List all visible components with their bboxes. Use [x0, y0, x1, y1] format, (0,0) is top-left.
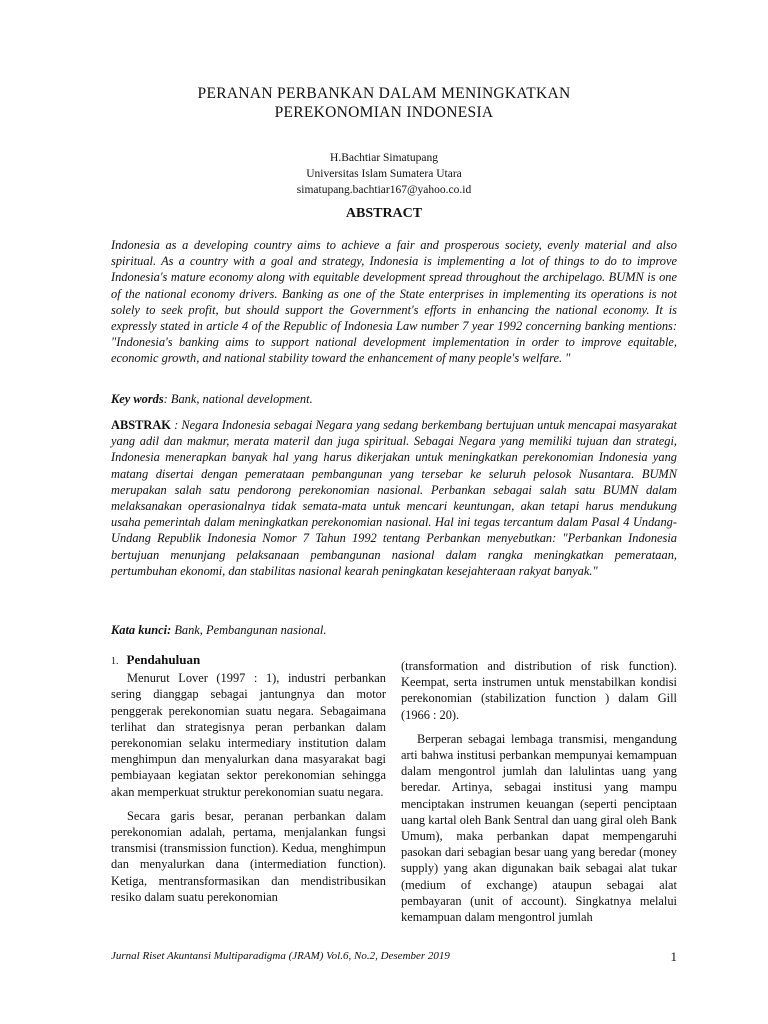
kata-kunci-label: Kata kunci:: [111, 623, 172, 637]
title-line-1: PERANAN PERBANKAN DALAM MENINGKATKAN: [197, 85, 571, 102]
keywords-label: Key words: [111, 392, 164, 406]
abstract-english: Indonesia as a developing country aims to achieve a fair and prosperous society, evenly material and also spiritual. As a country with a goal and strategy, Indonesia is implementing a lot of things to do to improve Indonesia's mature economy along with equitable development spread throughout the archipelago. BUMN is one of the national economy drivers. Banking as one of the State enterprises in implementing its operations is not solely to seek profit, but should support the Government's efforts in enhancing the national economy. It is expressly stated in article 4 of the Republic of Indonesia Law number 7 year 1992 concerning banking mentions: "Indonesia's banking aims to support national development implementation in order to improve equitable, economic growth, and national stability toward the enhancement of many people's welfare. ": [111, 238, 677, 366]
abstrak-label: ABSTRAK: [111, 418, 171, 432]
kata-kunci-value: Bank, Pembangunan nasional.: [171, 623, 327, 637]
author-block: [0, 150, 768, 198]
left-column: [111, 652, 386, 905]
section-heading: [111, 652, 386, 670]
abstrak-text: : Negara Indonesia sebagai Negara yang sedang berkembang bertujuan untuk mencapai masyarakat yang adil dan makmur, merata materil dan juga spiritual. Sebagai Negara yang memiliki tujuan dan strategi, Indonesia menerapkan banyak hal yang harus dikerjakan untuk meningkatkan perekonomian Indonesia yang matang disertai dengan pemerataan pembangunan yang tersebar ke seluruh pelosok Nusantara. BUMN merupakan salah satu pendorong perekonomian nasional. Perbankan sebagai salah satu BUMN dalam melaksanakan operasionalnya tidak semata-mata untuk mencari keuntungan, akan tetapi harus mendukung usaha pemerintah dalam meningkatkan perekonomian nasional. Hal ini tegas tercantum dalam Pasal 4 Undang-Undang Republik Indonesia Nomor 7 Tahun 1992 tentang Perbankan menyebutkan: "Perbankan Indonesia bertujuan menunjang pelaksanaan pembangunan nasional dalam rangka meningkatkan pemerataan, pertumbuhan ekonomi, dan stabilitas nasional kearah peningkatan kesejahteraan rakyat banyak.": [111, 418, 677, 578]
paper-title: [0, 84, 768, 122]
page-number: 1: [670, 949, 677, 964]
author-email: simatupang.bachtiar167@yahoo.co.id: [296, 184, 472, 196]
section-number: 1.: [111, 656, 119, 667]
abstract-heading: ABSTRACT: [345, 206, 423, 221]
title-line-2: PEREKONOMIAN INDONESIA: [274, 104, 494, 121]
author-affiliation: Universitas Islam Sumatera Utara: [306, 168, 462, 180]
section-title: Pendahuluan: [126, 652, 201, 667]
keywords: [111, 391, 677, 407]
left-paragraph-1: Menurut Lover (1997 : 1), industri perbankan sering dianggap sebagai jantungnya dan motor penggerak perekonomian suatu negara. Sebagaimana terlihat dan strategisnya peran perbankan dalam perekonomian selaku intermediary institution dalam menghimpun dan menyalurkan dana masyarakat bagi pembiayaan kegiatan sektor perekonomian sehingga akan memperkuat struktur perekonomian suatu negara.: [111, 671, 386, 799]
journal-footer: Jurnal Riset Akuntansi Multiparadigma (JRAM) Vol.6, No.2, Desember 2019: [111, 950, 450, 962]
author-name: H.Bachtiar Simatupang: [330, 152, 438, 164]
abstract-indonesian: [111, 417, 677, 579]
right-column: [401, 658, 677, 925]
keywords-value: : Bank, national development.: [163, 392, 313, 406]
right-paragraph-1: (transformation and distribution of risk function). Keempat, serta instrumen untuk menstabilkan kondisi perekonomian (stabilization function ) dalam Gill (1966 : 20).: [401, 659, 677, 722]
left-paragraph-2: Secara garis besar, peranan perbankan dalam perekonomian adalah, pertama, menjalankan fungsi transmisi (transmission function). Kedua, menghimpun dan menyalurkan dana (intermediation function). Ketiga, mentransformasikan dan mendistribusikan resiko dalam suatu perekonomian: [111, 808, 386, 904]
right-paragraph-2: Berperan sebagai lembaga transmisi, mengandung arti bahwa institusi perbankan mempunyai kemampuan dalam mengontrol jumlah dan lalulintas uang yang beredar. Artinya, sebagai institusi yang mampu menciptakan instrumen keuangan (seperti penciptaan uang kartal oleh Bank Sentral dan uang giral oleh Bank Umum), maka perbankan dapat mempengaruhi pasokan dari sebagian besar uang yang beredar (money supply) yang akan digunakan baik sebagai alat tukar (medium of exchange) ataupun sebagai alat pembayaran (unit of account). Singkatnya melalui kemampuan dalam mengontrol jumlah: [401, 731, 677, 925]
kata-kunci: [111, 622, 677, 638]
